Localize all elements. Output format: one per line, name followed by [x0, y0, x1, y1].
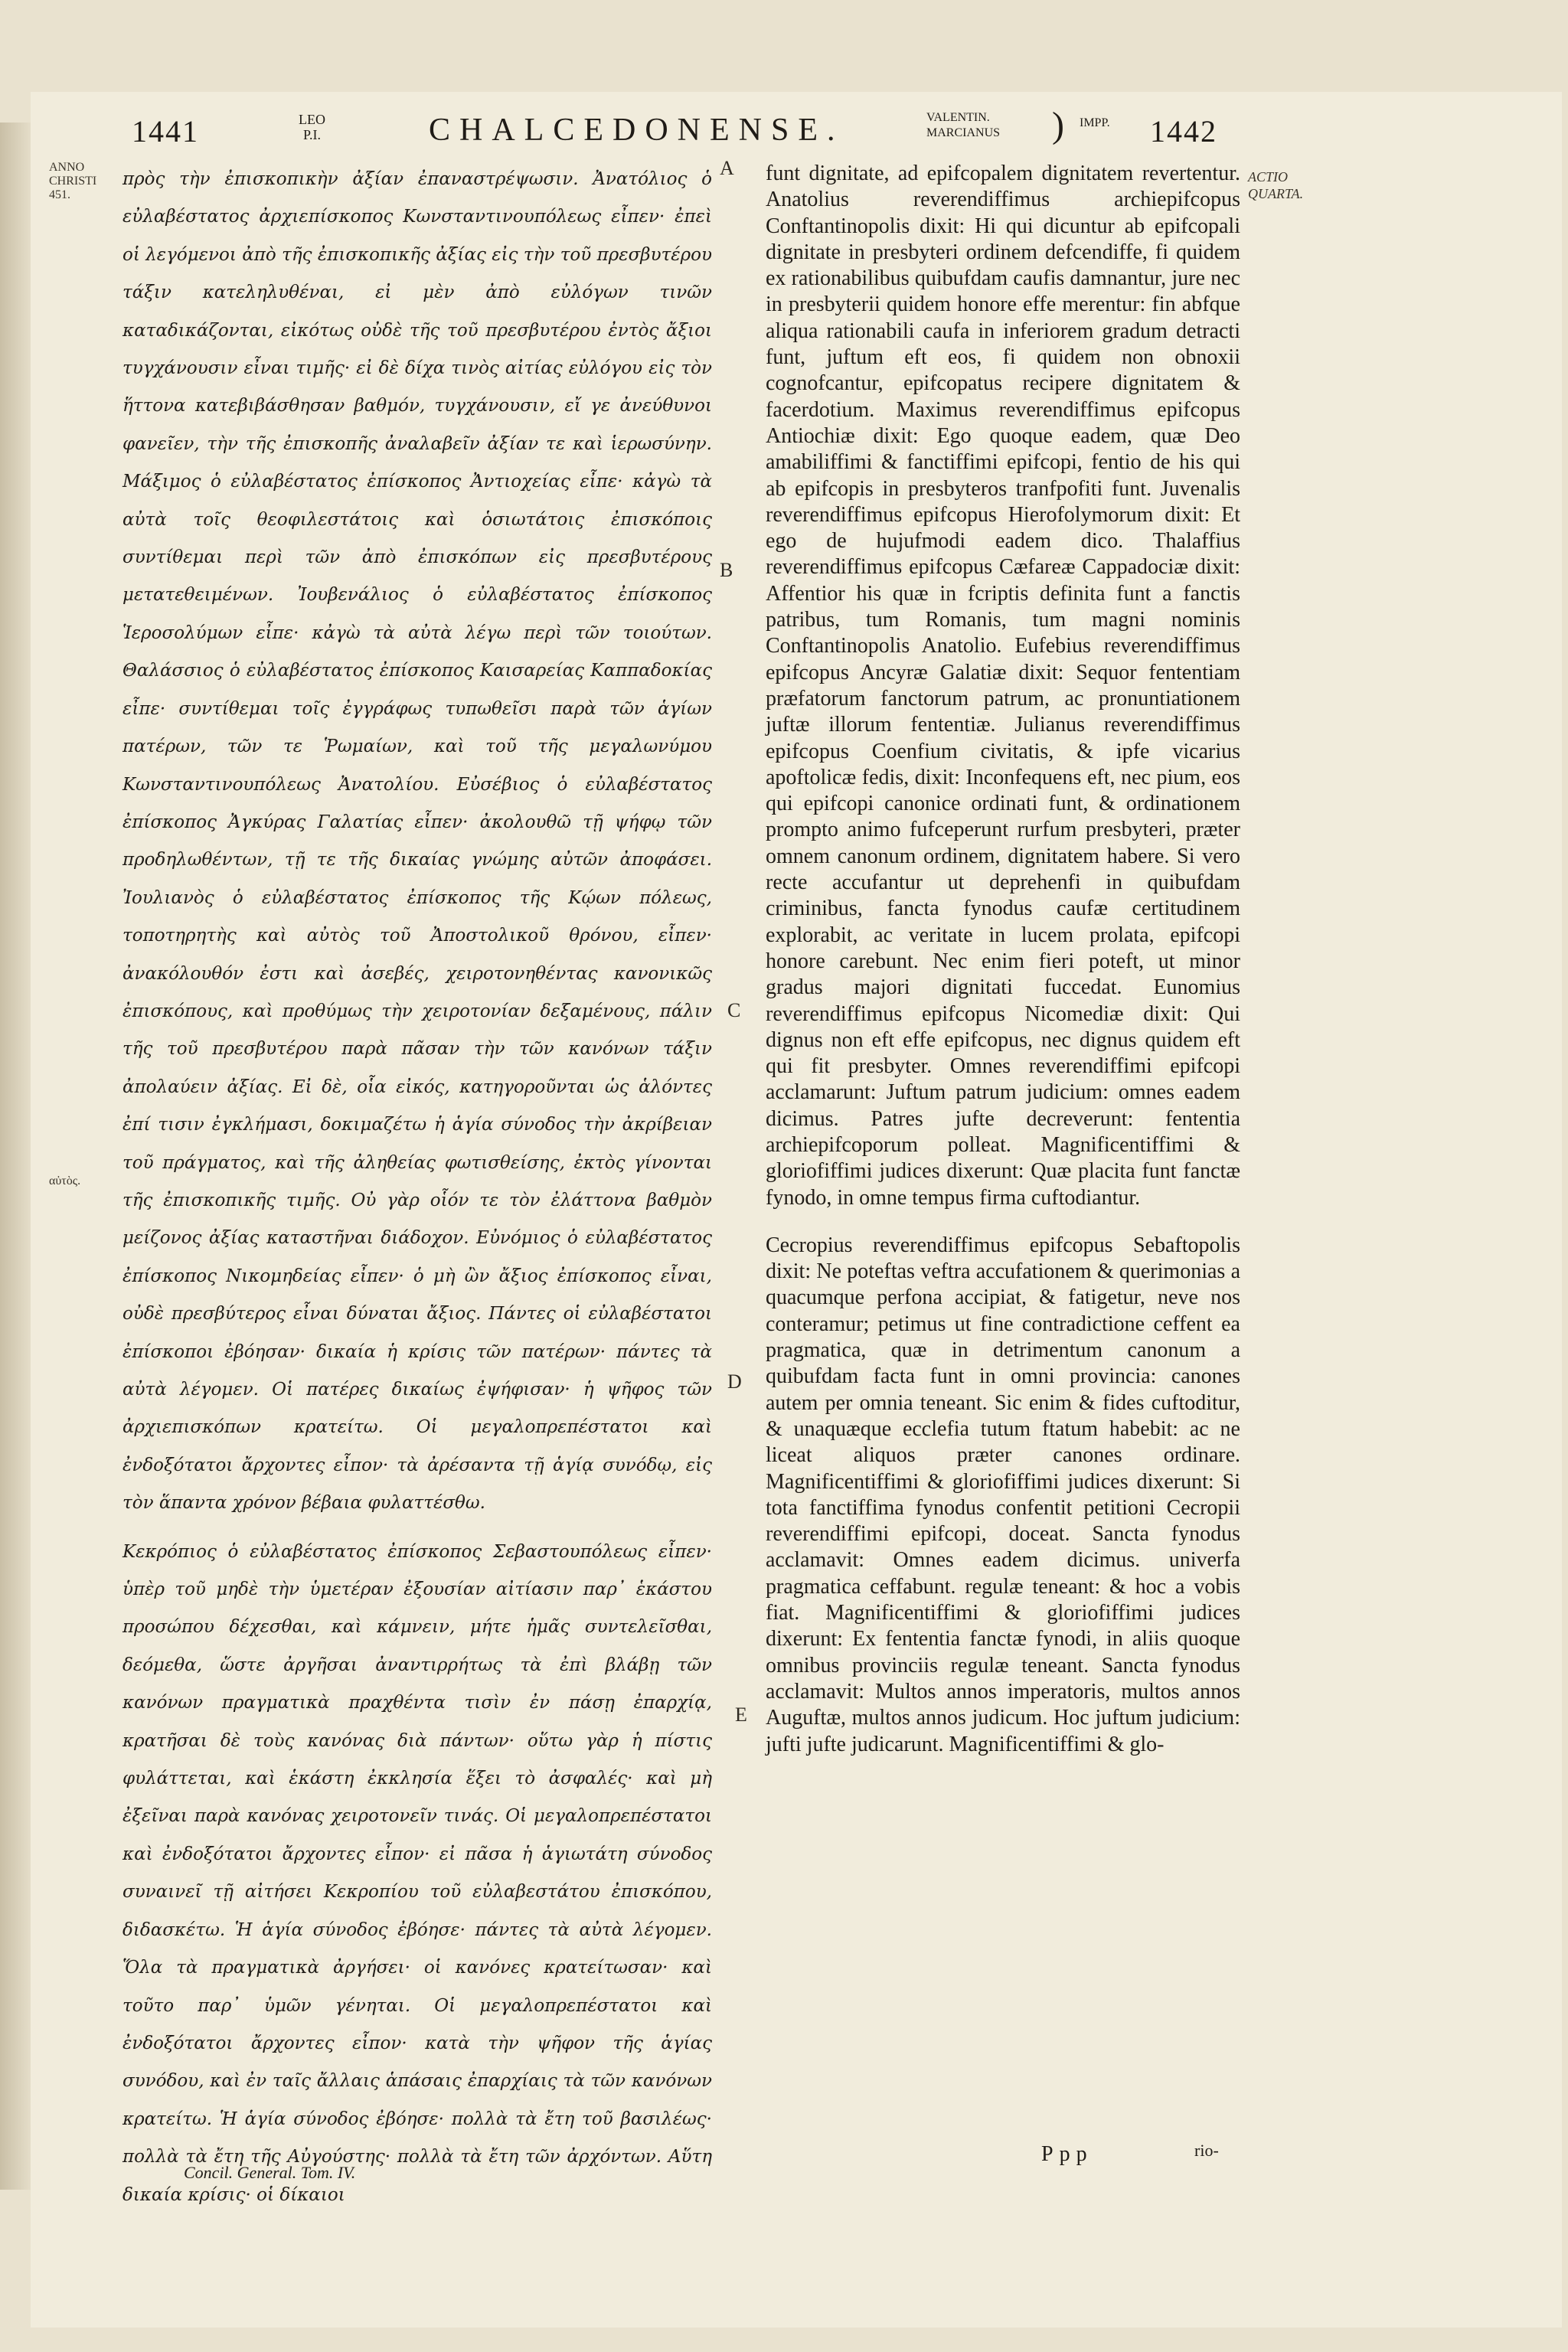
page-number-right: 1442: [1150, 114, 1217, 149]
right-margin-note: [1248, 168, 1340, 202]
section-letter-d: D: [727, 1370, 742, 1393]
header-leo-name: LEO: [299, 112, 325, 127]
header-brace: ): [1052, 105, 1064, 145]
margin-variant-reading: αὐτὸς.: [49, 1174, 81, 1187]
greek-column: [122, 161, 712, 2225]
section-letter-e: E: [735, 1704, 747, 1726]
latin-column: [766, 161, 1240, 1779]
running-header: [122, 107, 1516, 153]
greek-paragraph-2: Κεκρόπιος ὁ εὐλαβέστατος ἐπίσκοπος Σεβαστουπόλεως εἶπεν· ὑπὲρ τοῦ μηδὲ τὴν ὑμετέραν ἐξουσίαν αἰτίασιν παρ᾽ ἑκάστου προσώπου δέχεσθαι, καὶ κάμνειν, μήτε ἡμᾶς συντελεῖσθαι, δεόμεθα, ὥστε ἀργῆσαι ἀναντιρρήτως τὰ ἐπὶ βλάβῃ τῶν κανόνων πραγματικὰ πραχθέντα τισὶν ἐν πάσῃ ἐπαρχίᾳ, κρατῆσαι δὲ τοὺς κανόνας διὰ πάντων· οὕτω γὰρ ἡ πίστις φυλάττεται, καὶ ἑκάστη ἐκκλησία ἕξει τὸ ἀσφαλές· καὶ μὴ ἐξεῖναι παρὰ κανόνας χειροτονεῖν τινάς. Οἱ μεγαλοπρεπέστατοι καὶ ἐνδοξότατοι ἄρχοντες εἶπον· εἰ πᾶσα ἡ ἁγιωτάτη σύνοδος συναινεῖ τῇ αἰτήσει Κεκροπίου τοῦ εὐλαβεστάτου ἐπισκόπου, διδασκέτω. Ἡ ἁγία σύνοδος ἐβόησε· πάντες τὰ αὐτὰ λέγομεν. Ὅλα τὰ πραγματικὰ ἀργήσει· οἱ κανόνες κρατείτωσαν· καὶ τοῦτο παρ᾽ ὑμῶν γένηται. Οἱ μεγαλοπρεπέστατοι καὶ ἐνδοξότατοι ἄρχοντες εἶπον· κατὰ τὴν ψῆφον τῆς ἁγίας συνόδου, καὶ ἐν ταῖς ἄλλαις ἁπάσαις ἐπαρχίαις τὰ τῶν κανόνων κρατείτω. Ἡ ἁγία σύνοδος ἐβόησε· πολλὰ τὰ ἔτη τοῦ βασιλέως· πολλὰ τὰ ἔτη τῆς Αὐγούστης· πολλὰ τὰ ἔτη τῶν ἀρχόντων. Αὕτη δικαία κρίσις· οἱ δίκαιοι: [122, 1541, 712, 2205]
margin-year: 451.: [49, 188, 70, 201]
section-letter-b: B: [720, 559, 733, 581]
header-title: CHALCEDONENSE.: [429, 113, 844, 148]
margin-christi: CHRISTI: [49, 175, 97, 188]
greek-paragraph-1: πρὸς τὴν ἐπισκοπικὴν ἀξίαν ἐπαναστρέψωσιν. Ἀνατόλιος ὁ εὐλαβέστατος ἀρχιεπίσκοπος Κωνσταντινουπόλεως εἶπεν· ἐπεὶ οἱ λεγόμενοι ἀπὸ τῆς ἐπισκοπικῆς ἀξίας εἰς τὴν τοῦ πρεσβυτέρου τάξιν κατεληλυθέναι, εἰ μὲν ἀπὸ εὐλόγων τινῶν καταδικάζονται, εἰκότως οὐδὲ τῆς τοῦ πρεσβυτέρου ἐντὸς ἄξιοι τυγχάνουσιν εἶναι τιμῆς· εἰ δὲ δίχα τινὸς αἰτίας εὐλόγου εἰς τὸν ἥττονα κατεβιβάσθησαν βαθμόν, τυγχάνουσιν, εἴ γε ἀνεύθυνοι φανεῖεν, τὴν τῆς ἐπισκοπῆς ἀναλαβεῖν ἀξίαν τε καὶ ἱερωσύνην. Μάξιμος ὁ εὐλαβέστατος ἐπίσκοπος Ἀντιοχείας εἶπε· κἀγὼ τὰ αὐτὰ τοῖς θεοφιλεστάτοις καὶ ὁσιωτάτοις ἐπισκόποις συντίθεμαι περὶ τῶν ἀπὸ ἐπισκόπων εἰς πρεσβυτέρους μετατεθειμένων. Ἰουβενάλιος ὁ εὐλαβέστατος ἐπίσκοπος Ἱεροσολύμων εἶπε· κἀγὼ τὰ αὐτὰ λέγω περὶ τῶν τοιούτων. Θαλάσσιος ὁ εὐλαβέστατος ἐπίσκοπος Καισαρείας Καππαδοκίας εἶπε· συντίθεμαι τοῖς ἐγγράφως τυπωθεῖσι παρὰ τῶν ἁγίων πατέρων, τῶν τε Ῥωμαίων, καὶ τοῦ τῆς μεγαλωνύμου Κωνσταντινουπόλεως Ἀνατολίου. Εὐσέβιος ὁ εὐλαβέστατος ἐπίσκοπος Ἀγκύρας Γαλατίας εἶπεν· ἀκολουθῶ τῇ ψήφῳ τῶν προδηλωθέντων, τῇ τε τῆς δικαίας γνώμης αὐτῶν ἀποφάσει. Ἰουλιανὸς ὁ εὐλαβέστατος ἐπίσκοπος τῆς Κῴων πόλεως, τοποτηρητὴς καὶ αὐτὸς τοῦ Ἀποστολικοῦ θρόνου, εἶπεν· ἀνακόλουθόν ἐστι καὶ ἀσεβές, χειροτονηθέντας κανονικῶς ἐπισκόπους, καὶ προθύμως τὴν χειροτονίαν δεξαμένους, πάλιν τῆς τοῦ πρεσβυτέρου παρὰ πᾶσαν τὴν τῶν κανόνων τάξιν ἀπολαύειν ἀξίας. Εἰ δὲ, οἷα εἰκός, κατηγοροῦνται ὡς ἁλόντες ἐπί τισιν ἐγκλήμασι, δοκιμαζέτω ἡ ἁγία σύνοδος τὴν ἀκρίβειαν τοῦ πράγματος, καὶ τῆς ἀληθείας φωτισθείσης, ἐκτὸς γίνονται τῆς ἐπισκοπικῆς τιμῆς. Οὐ γὰρ οἷόν τε τὸν ἐλάττονα βαθμὸν μείζονος ἀξίας καταστῆναι διάδοχον. Εὐνόμιος ὁ εὐλαβέστατος ἐπίσκοπος Νικομηδείας εἶπεν· ὁ μὴ ὢν ἄξιος ἐπίσκοπος εἶναι, οὐδὲ πρεσβύτερος εἶναι δύναται ἄξιος. Πάντες οἱ εὐλαβέστατοι ἐπίσκοποι ἐβόησαν· δικαία ἡ κρίσις τῶν πατέρων· πάντες τὰ αὐτὰ λέγομεν. Οἱ πατέρες δικαίως ἐψήφισαν· ἡ ψῆφος τῶν ἀρχιεπισκόπων κρατείτω. Οἱ μεγαλοπρεπέστατοι καὶ ἐνδοξότατοι ἄρχοντες εἶπον· τὰ ἀρέσαντα τῇ ἁγίᾳ συνόδῳ, εἰς τὸν ἅπαντα χρόνον βέβαια φυλαττέσθω.: [122, 169, 712, 1514]
header-emperors: [926, 110, 1000, 141]
margin-actio: ACTIO: [1248, 169, 1289, 185]
header-pope-index: P.I.: [302, 127, 321, 142]
left-margin-note: [49, 161, 110, 1188]
footer-citation: Concil. General. Tom. IV.: [184, 2163, 356, 2182]
header-leo: [299, 112, 325, 142]
section-letter-a: A: [720, 157, 734, 179]
margin-quarta: QUARTA.: [1248, 186, 1304, 201]
latin-paragraph-2: Cecropius reverendiffimus epifcopus Sebaftopolis dixit: Ne poteftas veftra accufationem & querimonias a quacumque perfona accipiat, & fatigetur, neve nos conteramur; petimus ut fine contradictione ceffent ea pragmatica, quæ in detrimentum canonum a quibufdam facta funt in omni provincia: canones autem per omnia teneant. Sic enim & fides cuftoditur, & unaquæque ecclefia tutum ftatum habebit: ac ne liceat aliquos præter canones ordinare. Magnificentiffimi & gloriofiffimi judices dixerunt: Si tota fanctiffima fynodus confentit petitioni Cecropii reverendiffimi epifcopi, doceat. Sancta fynodus acclamavit: Omnes eadem dicimus. univerfa pragmatica ceffabunt. regulæ teneant: & hoc a vobis fiat. Magnificentiffimi & gloriofiffimi judices dixerunt: Ex fententia fanctæ fynodi, in aliis quoque omnibus provinciis regulæ teneant. Sancta fynodus acclamavit: Multos annos imperatoris, multos annos Auguftæ, multos annos judicum. Hoc juftum judicium: jufti jufte judicarunt. Magnificentiffimi & glo-: [766, 1233, 1240, 1756]
page-number-left: 1441: [132, 114, 199, 149]
section-letter-c: C: [727, 999, 741, 1021]
header-valentin: VALENTIN.: [926, 111, 990, 124]
catchword: rio-: [1194, 2141, 1219, 2160]
header-imp: IMPP.: [1080, 116, 1110, 129]
header-marcianus: MARCIANUS: [926, 126, 1001, 139]
margin-anno: ANNO: [49, 161, 85, 174]
signature-mark: Ppp: [1041, 2142, 1093, 2166]
latin-paragraph-1: funt dignitate, ad epifcopalem dignitatem revertentur. Anatolius reverendiffimus archiepifcopus Conftantinopolis dixit: Hi qui dicuntur ab epifcopali dignitate in presbyteri ordinem defcendiffe, fi quidem ex rationabilibus quibufdam caufis damnantur, jure nec in presbyterii quidem honore effe merentur: fin abfque aliqua rationabili caufa in inferiorem gradum detracti funt, juftum eft eos, fi quidem non obnoxii cognofcantur, epifcopatus recipere dignitatem & facerdotium. Maximus reverendiffimus epifcopus Antiochiæ dixit: Ego quoque eadem, quæ Deo amabiliffimi & fanctiffimi epifcopi, fentio de his qui ab epifcopis in presbyteros tranfpofiti funt. Juvenalis reverendiffimus epifcopus Hierofolymorum dixit: Et ego de hujufmodi eadem dico. Thalaffius reverendiffimus epifcopus Cæfareæ Cappadociæ dixit: Affentior his quæ in fcriptis definita funt a fanctis patribus, tum Romanis, tum magni nominis Conftantinopolis Anatolio. Eufebius reverendiffimus epifcopus Ancyræ Galatiæ dixit: Sequor fententiam præfatorum fanctorum patrum, ac pronuntiationem juftæ illorum fententiæ. Julianus reverendiffimus epifcopus Coenfium civitatis, & ipfe vicarius apoftolicæ fedis, dixit: Inconfequens eft, nec pium, eos qui epifcopi canonice ordinati funt, & ordinationem prompto animo fufceperunt rurfum presbyteri, præter omnem canonum ordinem, dignitatem habere. Si vero recte accufantur ut deprehenfi in quibufdam criminibus, fancta fynodus caufæ certitudinem explorabit, ac veritate in lucem prolata, epifcopi honore carebunt. Nec enim fieri poteft, ut minor gradus majori dignitati fuccedat. Eunomius reverendiffimus epifcopus Nicomediæ dixit: Qui dignus non eft effe epifcopus, nec dignus quidem eft qui fit presbyter. Omnes reverendiffimi epifcopi acclamarunt: Juftum patrum judicium: omnes eadem dicimus. Patres jufte decreverunt: fententia archiepifcoporum polleat. Magnificentiffimi & gloriofiffimi judices dixerunt: Quæ placita funt fanctæ fynodo, in omne tempus firma cuftodiantur.: [766, 162, 1240, 1210]
